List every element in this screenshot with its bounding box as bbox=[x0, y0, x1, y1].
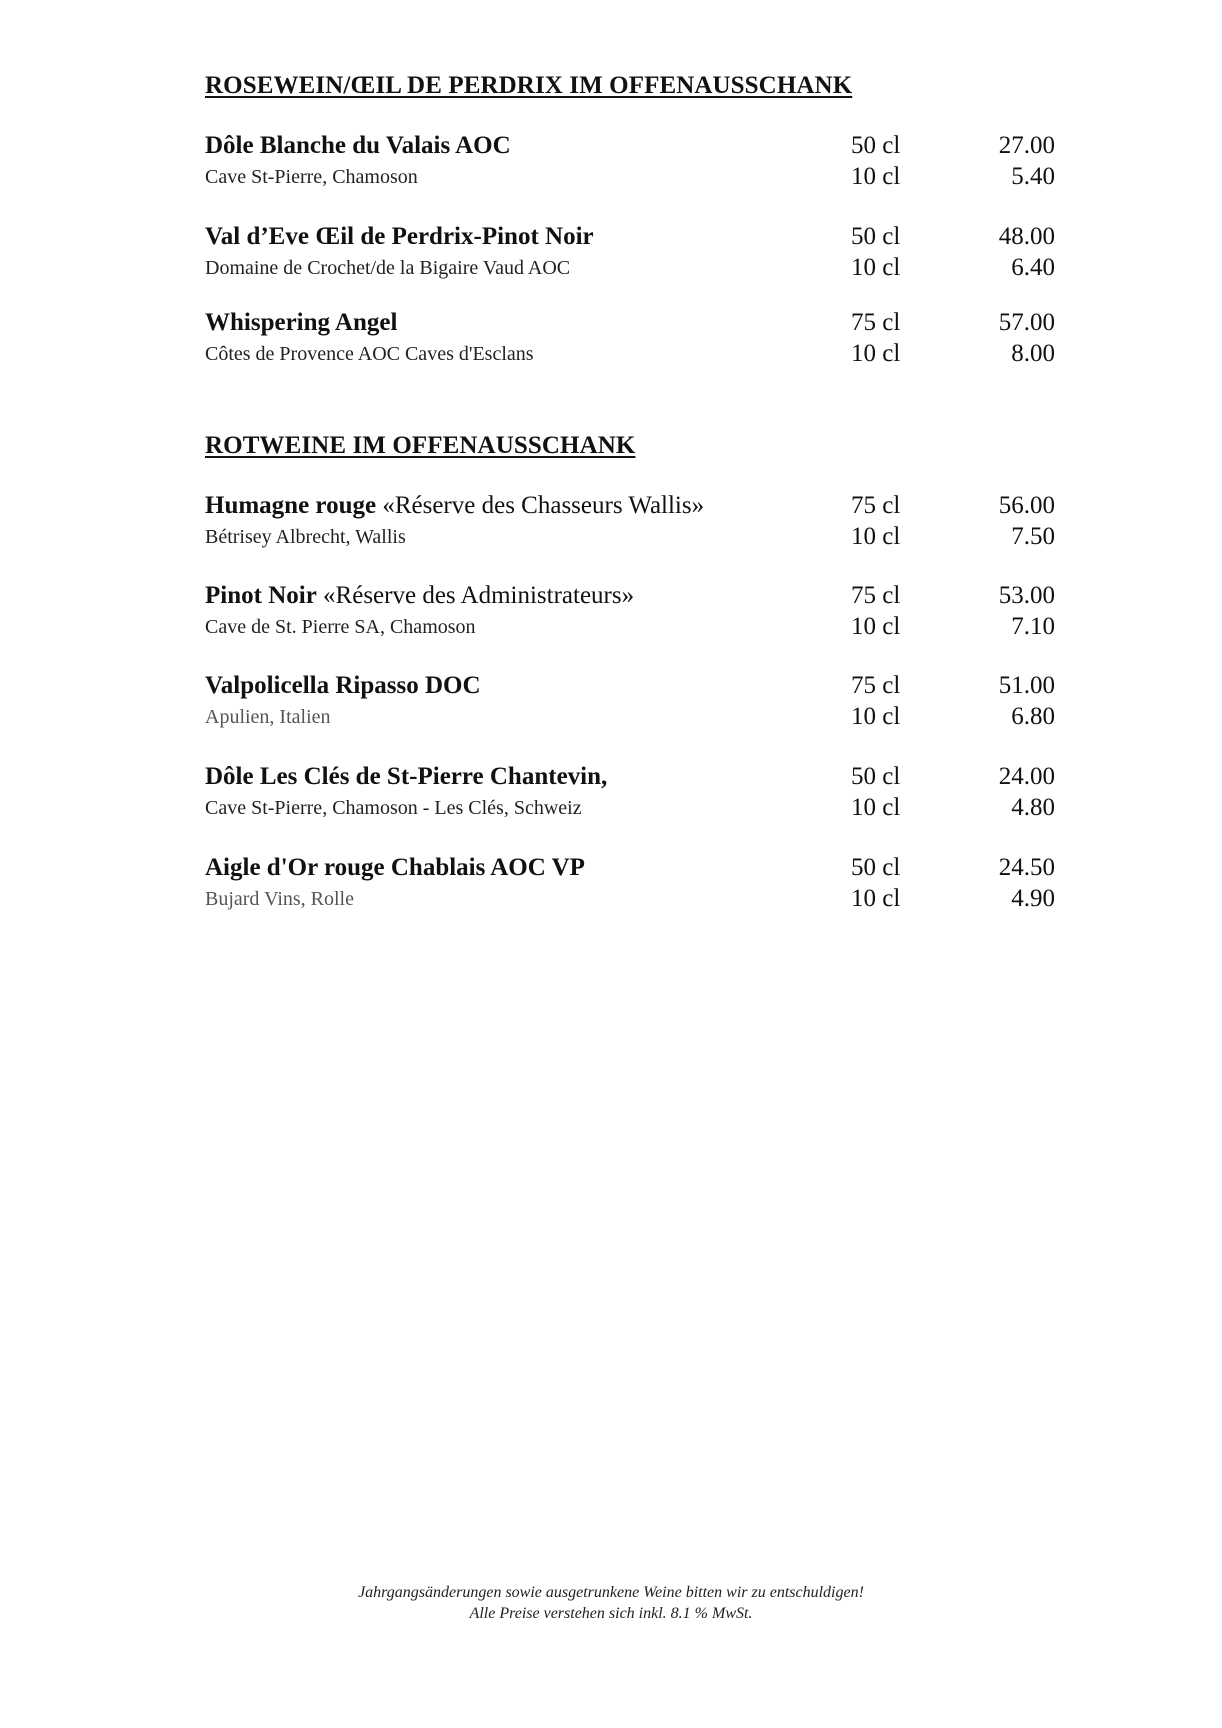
wine-volume: 50 cl bbox=[851, 132, 901, 159]
wine-main-row bbox=[205, 132, 1055, 163]
wine-entry bbox=[205, 492, 1055, 554]
wine-price: 57.00 bbox=[998, 309, 1055, 336]
wine-price-glass: 4.80 bbox=[1011, 794, 1055, 821]
wine-volume: 75 cl bbox=[851, 582, 901, 609]
wine-producer: Bujard Vins, Rolle bbox=[205, 888, 354, 910]
wine-main-row bbox=[205, 763, 1055, 794]
wine-name: Aigle d'Or rouge Chablais AOC VP bbox=[205, 854, 585, 881]
wine-sub-row bbox=[205, 523, 1055, 554]
wine-producer: Apulien, Italien bbox=[205, 706, 331, 728]
wine-name: Dôle Les Clés de St-Pierre Chantevin, bbox=[205, 763, 608, 790]
wine-volume: 50 cl bbox=[851, 223, 901, 250]
wine-producer: Domaine de Crochet/de la Bigaire Vaud AOC bbox=[205, 257, 571, 279]
wine-volume: 75 cl bbox=[851, 672, 901, 699]
wine-name: Val d’Eve Œil de Perdrix-Pinot Noir bbox=[205, 223, 594, 250]
wine-entry bbox=[205, 854, 1055, 916]
wine-price: 51.00 bbox=[998, 672, 1055, 699]
wine-main-row bbox=[205, 672, 1055, 703]
wine-entry bbox=[205, 223, 1055, 285]
wine-entry bbox=[205, 582, 1055, 644]
wine-sub-row bbox=[205, 613, 1055, 644]
wine-volume-glass: 10 cl bbox=[851, 885, 901, 912]
wine-sub-row bbox=[205, 703, 1055, 734]
wine-entry bbox=[205, 309, 1055, 371]
wine-price-glass: 6.40 bbox=[1011, 254, 1055, 281]
wine-volume: 75 cl bbox=[851, 309, 901, 336]
wine-main-row bbox=[205, 309, 1055, 340]
footer-note bbox=[0, 1582, 1222, 1624]
wine-price-glass: 8.00 bbox=[1011, 340, 1055, 367]
wine-entry bbox=[205, 763, 1055, 825]
wine-price-glass: 4.90 bbox=[1011, 885, 1055, 912]
wine-price: 24.50 bbox=[998, 854, 1055, 881]
wine-producer: Bétrisey Albrecht, Wallis bbox=[205, 526, 406, 548]
wine-volume-glass: 10 cl bbox=[851, 254, 901, 281]
wine-name: Valpolicella Ripasso DOC bbox=[205, 672, 481, 699]
section-title-rotweine: ROTWEINE IM OFFENAUSSCHANK bbox=[205, 432, 636, 459]
wine-producer: Cave St-Pierre, Chamoson - Les Clés, Schweiz bbox=[205, 797, 582, 819]
wine-entry bbox=[205, 672, 1055, 734]
wine-producer: Côtes de Provence AOC Caves d'Esclans bbox=[205, 343, 534, 365]
wine-volume: 50 cl bbox=[851, 763, 901, 790]
wine-volume-glass: 10 cl bbox=[851, 613, 901, 640]
wine-sub-row bbox=[205, 340, 1055, 371]
wine-price: 27.00 bbox=[998, 132, 1055, 159]
wine-producer: Cave St-Pierre, Chamoson bbox=[205, 166, 418, 188]
wine-volume: 75 cl bbox=[851, 492, 901, 519]
wine-price-glass: 7.50 bbox=[1011, 523, 1055, 550]
wine-sub-row bbox=[205, 254, 1055, 285]
footer-line-vat: Alle Preise verstehen sich inkl. 8.1 % MwSt. bbox=[469, 1605, 753, 1622]
wine-sub-row bbox=[205, 885, 1055, 916]
wine-sub-row bbox=[205, 163, 1055, 194]
wine-price: 56.00 bbox=[998, 492, 1055, 519]
wine-name: Dôle Blanche du Valais AOC bbox=[205, 132, 511, 159]
wine-name: Pinot Noir «Réserve des Administrateurs» bbox=[205, 582, 635, 609]
wine-price-glass: 5.40 bbox=[1011, 163, 1055, 190]
wine-name: Whispering Angel bbox=[205, 309, 398, 336]
wine-volume-glass: 10 cl bbox=[851, 703, 901, 730]
footer-line-vintage: Jahrgangsänderungen sowie ausgetrunkene Weine bitten wir zu entschuldigen! bbox=[358, 1584, 864, 1601]
wine-price: 48.00 bbox=[998, 223, 1055, 250]
wine-producer: Cave de St. Pierre SA, Chamoson bbox=[205, 616, 476, 638]
wine-main-row bbox=[205, 854, 1055, 885]
wine-sub-row bbox=[205, 794, 1055, 825]
wine-entry bbox=[205, 132, 1055, 194]
wine-volume-glass: 10 cl bbox=[851, 523, 901, 550]
wine-main-row bbox=[205, 492, 1055, 523]
wine-main-row bbox=[205, 223, 1055, 254]
section-title-rosewein: ROSEWEIN/ŒIL DE PERDRIX IM OFFENAUSSCHANK bbox=[205, 72, 853, 99]
wine-price: 53.00 bbox=[998, 582, 1055, 609]
wine-main-row bbox=[205, 582, 1055, 613]
wine-price-glass: 7.10 bbox=[1011, 613, 1055, 640]
wine-volume-glass: 10 cl bbox=[851, 340, 901, 367]
wine-volume-glass: 10 cl bbox=[851, 794, 901, 821]
wine-volume-glass: 10 cl bbox=[851, 163, 901, 190]
wine-name: Humagne rouge «Réserve des Chasseurs Wallis» bbox=[205, 492, 705, 519]
wine-price: 24.00 bbox=[998, 763, 1055, 790]
wine-volume: 50 cl bbox=[851, 854, 901, 881]
wine-price-glass: 6.80 bbox=[1011, 703, 1055, 730]
